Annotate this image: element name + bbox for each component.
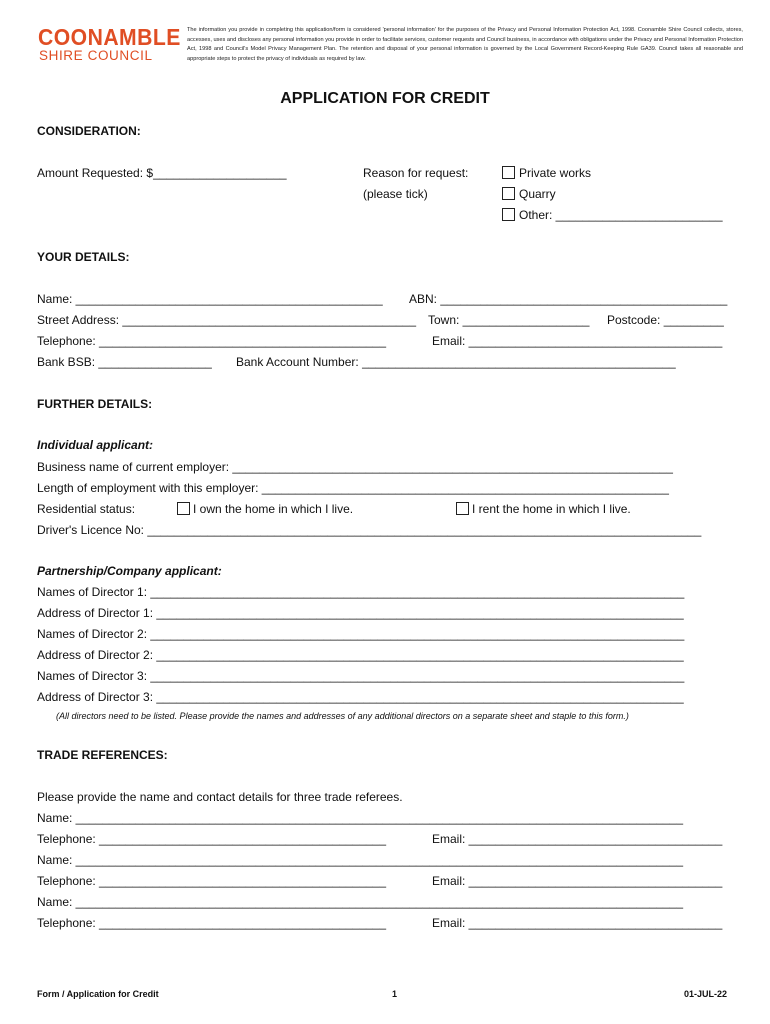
reason-label: Reason for request: <box>363 166 469 180</box>
private-works-checkbox[interactable] <box>502 166 515 179</box>
section-trade-references-heading: TRADE REFERENCES: <box>37 748 168 762</box>
director-3-address-field[interactable]: Address of Director 3: _______________________________________________________________________________ <box>37 690 684 704</box>
director-1-name-field[interactable]: Names of Director 1: ________________________________________________________________________________ <box>37 585 685 599</box>
referee-3-name-field[interactable]: Name: ___________________________________________________________________________________________ <box>37 895 683 909</box>
section-consideration-heading: CONSIDERATION: <box>37 124 141 138</box>
quarry-label: Quarry <box>519 187 556 201</box>
town-field[interactable]: Town: ___________________ <box>428 313 590 327</box>
name-field[interactable]: Name: ______________________________________________ <box>37 292 383 306</box>
drivers-licence-field[interactable]: Driver's Licence No: ___________________________________________________________________________________ <box>37 523 702 537</box>
abn-field[interactable]: ABN: ___________________________________________ <box>409 292 728 306</box>
footer-form-name: Form / Application for Credit <box>37 989 159 999</box>
section-your-details-heading: YOUR DETAILS: <box>37 250 130 264</box>
directors-note: (All directors need to be listed. Please provide the names and addresses of any additional directors on a separate sheet and staple to this form.) <box>56 711 629 721</box>
quarry-checkbox[interactable] <box>502 187 515 200</box>
private-works-label: Private works <box>519 166 592 180</box>
other-checkbox[interactable] <box>502 208 515 221</box>
director-1-address-field[interactable]: Address of Director 1: _______________________________________________________________________________ <box>37 606 684 620</box>
bank-bsb-field[interactable]: Bank BSB: _________________ <box>37 355 212 369</box>
council-logo-name: COONAMBLE <box>38 24 181 50</box>
email-field[interactable]: Email: ______________________________________ <box>432 334 723 348</box>
referee-3-email-field[interactable]: Email: ______________________________________ <box>432 916 723 930</box>
footer-page-number: 1 <box>392 989 398 999</box>
council-logo-subtitle: SHIRE COUNCIL <box>39 48 153 63</box>
director-2-address-field[interactable]: Address of Director 2: _______________________________________________________________________________ <box>37 648 684 662</box>
telephone-field[interactable]: Telephone: ___________________________________________ <box>37 334 387 348</box>
privacy-notice: The information you provide in completing this application/form is considered 'personal information' for the purposes of the Privacy and Personal Information Protection Act, 1998. Coonamble Shire Council collects, stores, accesses, uses and discloses any personal information you provide in order to facilitate services, customer requests and Council business, in accordance with obligations under the Privacy and Personal Information Protection Act, 1998 and Council's Model Privacy Management Plan. The retention and disposal of your personal information is governed by the Local Government Record-Keeping Rule GA39. Council takes all reasonable and appropriate steps to protect the privacy of individuals as required by law. <box>187 27 743 62</box>
individual-applicant-heading: Individual applicant: <box>37 438 154 452</box>
page-title: APPLICATION FOR CREDIT <box>280 90 490 107</box>
referee-2-name-field[interactable]: Name: ___________________________________________________________________________________________ <box>37 853 683 867</box>
company-applicant-heading: Partnership/Company applicant: <box>37 564 222 578</box>
referee-3-telephone-field[interactable]: Telephone: ___________________________________________ <box>37 916 387 930</box>
referee-1-name-field[interactable]: Name: ___________________________________________________________________________________________ <box>37 811 683 825</box>
footer-date: 01-JUL-22 <box>684 989 728 999</box>
referee-2-telephone-field[interactable]: Telephone: ___________________________________________ <box>37 874 387 888</box>
rent-home-checkbox[interactable] <box>456 502 469 515</box>
bank-account-field[interactable]: Bank Account Number: _______________________________________________ <box>236 355 676 369</box>
own-home-checkbox[interactable] <box>177 502 190 515</box>
director-2-name-field[interactable]: Names of Director 2: ________________________________________________________________________________ <box>37 627 685 641</box>
own-home-label: I own the home in which I live. <box>193 502 354 516</box>
employer-field[interactable]: Business name of current employer: __________________________________________________________________ <box>37 460 673 474</box>
referee-1-email-field[interactable]: Email: ______________________________________ <box>432 832 723 846</box>
amount-requested-field[interactable]: Amount Requested: $____________________ <box>37 166 287 180</box>
postcode-field[interactable]: Postcode: _________ <box>607 313 724 327</box>
referee-2-email-field[interactable]: Email: ______________________________________ <box>432 874 723 888</box>
street-address-field[interactable]: Street Address: ____________________________________________ <box>37 313 417 327</box>
director-3-name-field[interactable]: Names of Director 3: ________________________________________________________________________________ <box>37 669 685 683</box>
rent-home-label: I rent the home in which I live. <box>472 502 631 516</box>
employment-length-field[interactable]: Length of employment with this employer: _____________________________________________________________ <box>37 481 669 495</box>
trade-references-intro: Please provide the name and contact details for three trade referees. <box>37 790 403 804</box>
residential-status-label: Residential status: <box>37 502 136 516</box>
referee-1-telephone-field[interactable]: Telephone: ___________________________________________ <box>37 832 387 846</box>
please-tick-label: (please tick) <box>363 187 428 201</box>
other-field[interactable]: Other: _________________________ <box>519 208 723 222</box>
section-further-details-heading: FURTHER DETAILS: <box>37 397 153 411</box>
